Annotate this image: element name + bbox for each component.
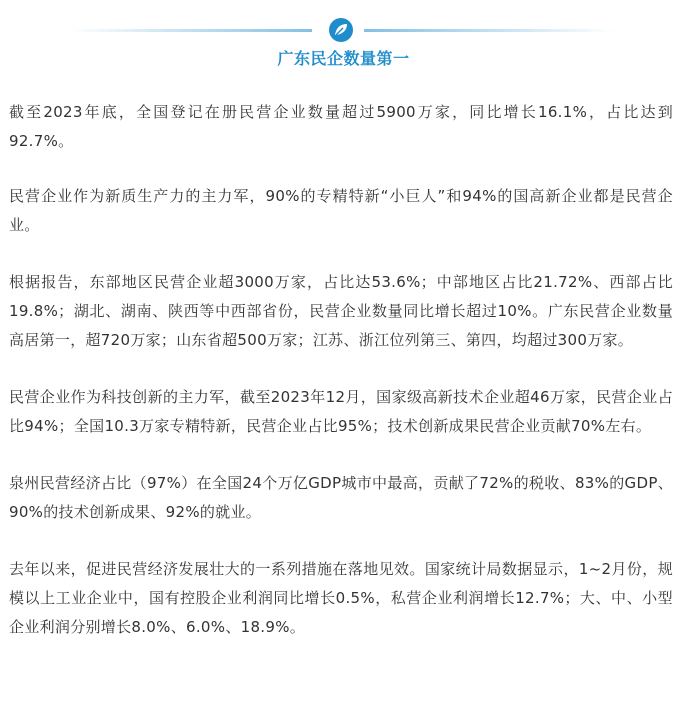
- paragraph-regional-distribution: 根据报告，东部地区民营企业超3000万家，占比达53.6%；中部地区占比21.72%、西部占比19.8%；湖北、湖南、陕西等中西部省份，民营企业数量同比增长超过10%。广东民营企业数量高居第一，超720万家；山东省超500万家；江苏、浙江位列第三、第四，均超过300万家。: [9, 273, 673, 349]
- paragraph-policy-effects: 去年以来，促进民营经济发展壮大的一系列措施在落地见效。国家统计局数据显示，1~2月份，规模以上工业企业中，国有控股企业利润同比增长0.5%，私营企业利润增长12.7%；大、中、小型企业利润分别增长8.0%、6.0%、18.9%。: [9, 560, 673, 636]
- leaf-circle-icon: [327, 16, 355, 44]
- paragraph-new-productivity: 民营企业作为新质生产力的主力军，90%的专精特新“小巨人”和94%的国高新企业都是民营企业。: [9, 187, 673, 234]
- paragraph-tech-innovation: 民营企业作为科技创新的主力军，截至2023年12月，国家级高新技术企业超46万家，民营企业占比94%；全国10.3万家专精特新，民营企业占比95%；技术创新成果民营企业贡献70%左右。: [9, 388, 673, 435]
- paragraph-quanzhou: 泉州民营经济占比（97%）在全国24个万亿GDP城市中最高，贡献了72%的税收、83%的GDP、90%的技术创新成果、92%的就业。: [9, 474, 673, 521]
- section-title: 广东民企数量第一: [277, 49, 410, 68]
- section-header: [0, 14, 687, 50]
- header-divider-right: [364, 29, 616, 32]
- header-divider-left: [70, 29, 312, 32]
- article-body: [9, 98, 673, 670]
- paragraph-private-enterprise-count: 截至2023年底，全国登记在册民营企业数量超过5900万家，同比增长16.1%，占比达到92.7%。: [9, 103, 673, 150]
